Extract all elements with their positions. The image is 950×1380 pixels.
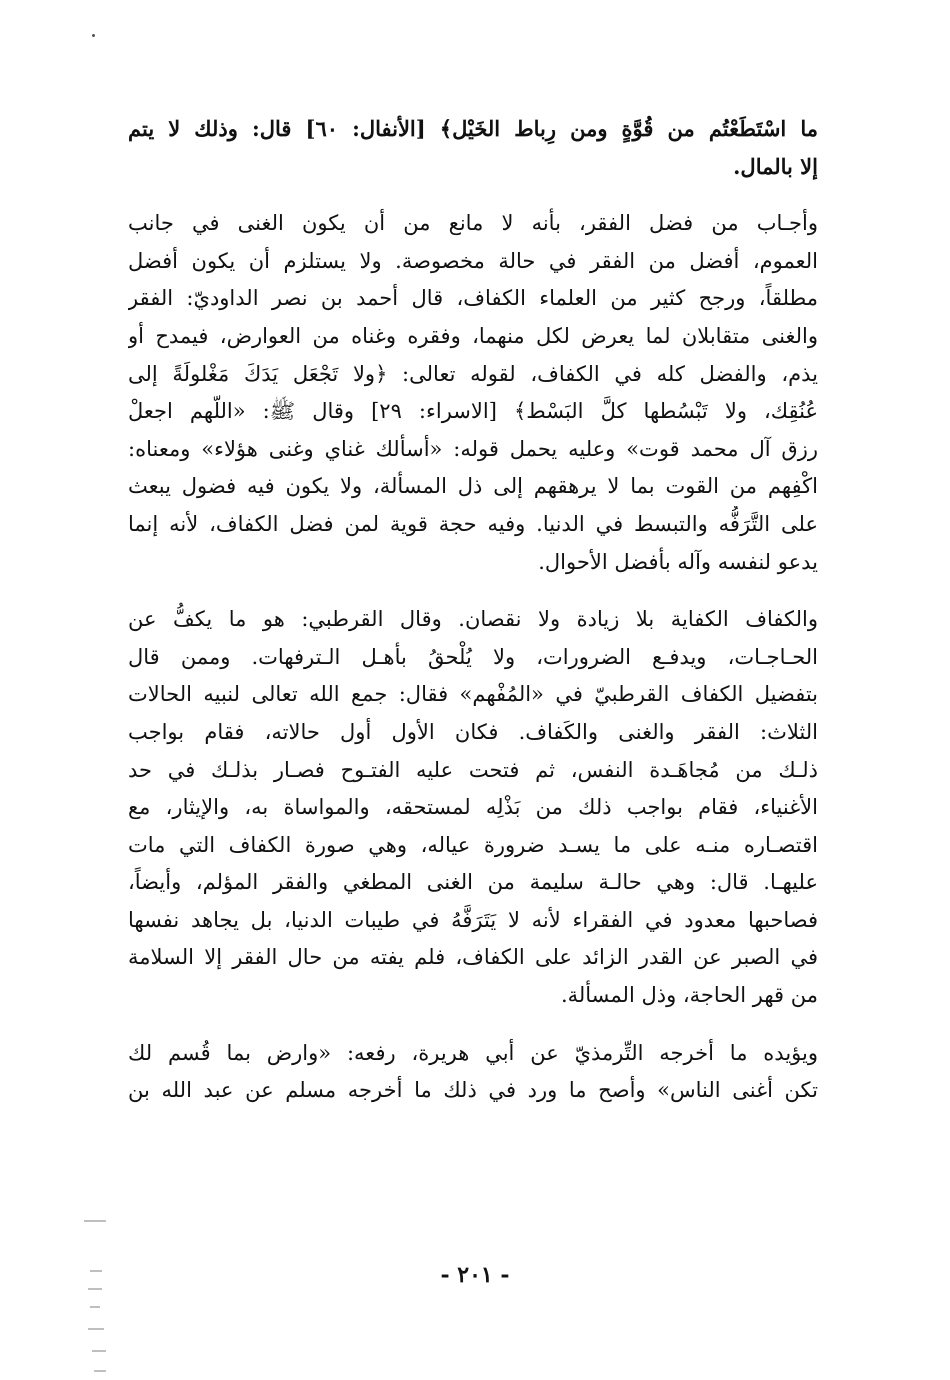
text-line: بتفضيل الكفاف القرطبيّ في «المُفْهم» فقال: جمع الله تعالى لنبيه الحالات — [128, 682, 818, 707]
text-line: الأغنياء، فقام بواجب ذلك من بَذْلِه لمستحقه، والمواساة به، والإيثار، مع — [128, 795, 818, 820]
text-line: اكْفِهم من القوت بما لا يرهقهم إلى ذل المسألة، ولا يكون فيه فضول يبعث — [128, 474, 818, 499]
text-line: اقتصـاره منـه على ما يسـد ضرورة عياله، وهي صورة الكفاف التي مات — [128, 832, 818, 857]
scan-mark — [92, 1350, 106, 1352]
scan-mark — [84, 1220, 106, 1222]
text-line: إلا بالمال. — [733, 153, 818, 179]
body-text — [128, 110, 818, 1110]
text-line: وأجـاب من فضل الفقر، بأنه لا مانع من أن يكون الغنى في جانب — [128, 211, 818, 236]
text-line: فصاحبها معدود في الفقراء لأنه لا يَتَرَفَّهُ في طيبات الدنيا، بل يجاهد نفسها — [128, 907, 818, 932]
text-line: الثلاث: الفقر والغنى والكَفاف. فكان الأول أول حالاته، فقام بواجب — [128, 719, 818, 744]
text-line: على التَّرَفُّه والتبسط في الدنيا. وفيه حجة قوية لمن فضل الكفاف، لأنه إنما — [128, 511, 818, 536]
text-line: في الصبر عن القدر الزائد على الكفاف، فلم يفته من حال الفقر إلا السلامة — [128, 945, 818, 970]
paragraph-4 — [128, 1035, 818, 1110]
text-line: عُنُقِك، ولا تَبْسُطها كلَّ البَسْط﴾ [الاسراء: ٢٩] وقال ﷺ: «اللّهم اجعلْ — [128, 399, 818, 424]
paragraph-3 — [128, 601, 818, 1015]
text-line: ويؤيده ما أخرجه التِّرمذيّ عن أبي هريرة، رفعه: «وارض بما قُسم لك — [128, 1040, 818, 1065]
text-line: مطلقاً، ورجح كثير من العلماء الكفاف، قال أحمد بن نصر الداوديّ: الفقر — [128, 286, 818, 311]
scan-mark — [90, 1306, 100, 1308]
text-line: ذلـك من مُجاهَـدة النفس، ثم فتحت عليه الفتـوح فصـار بذلـك في حد — [128, 757, 818, 782]
paragraph-2 — [128, 205, 818, 581]
scan-mark — [94, 1370, 106, 1372]
text-line: والكفاف الكفاية بلا زيادة ولا نقصان. وقال القرطبي: هو ما يكفُّ عن — [128, 607, 818, 632]
paragraph-1 — [128, 110, 818, 185]
scan-speck — [92, 34, 95, 37]
text-line: والغنى متقابلان لما يعرض لكل منهما، وفقره وغناه من العوارض، فيمدح أو — [128, 323, 818, 348]
scan-mark — [88, 1288, 102, 1290]
text-line: ما اسْتَطَعْتُم من قُوَّةٍ ومن رِباط الخَيْل﴾ [الأنفال: ٦٠] قال: وذلك لا يتم — [128, 116, 818, 141]
scan-mark — [88, 1328, 104, 1330]
text-line: رزق آل محمد قوت» وعليه يحمل قوله: «أسألك غناي وغنى هؤلاء» ومعناه: — [128, 436, 818, 461]
scan-mark — [90, 1270, 102, 1272]
page-number: - ٢٠١ - — [440, 1262, 510, 1288]
text-line: العموم، أفضل من الفقر في حالة مخصوصة. ولا يستلزم أن يكون أفضل — [128, 248, 818, 273]
text-line: يذم، والفضل كله في الكفاف، لقوله تعالى: ﴿ولا تَجْعَل يَدَكَ مَغْلولَةً إلى — [128, 361, 818, 386]
text-line: الحـاجـات، ويدفـع الضرورات، ولا يُلْحقُ بأهـل الـترفهات. وممن قال — [128, 644, 818, 669]
text-line: عليهـا. قال: وهي حالـة سليمة من الغنى المطغي والفقر المؤلم، وأيضاً، — [128, 870, 818, 895]
text-line: من قهر الحاجة، وذل المسألة. — [560, 983, 818, 1008]
text-line: تكن أغنى الناس» وأصح ما ورد في ذلك ما أخرجه مسلم عن عبد الله بن — [128, 1078, 818, 1103]
margin-scan-marks — [84, 1210, 124, 1380]
text-line: يدعو لنفسه وآله بأفضل الأحوال. — [538, 549, 818, 574]
